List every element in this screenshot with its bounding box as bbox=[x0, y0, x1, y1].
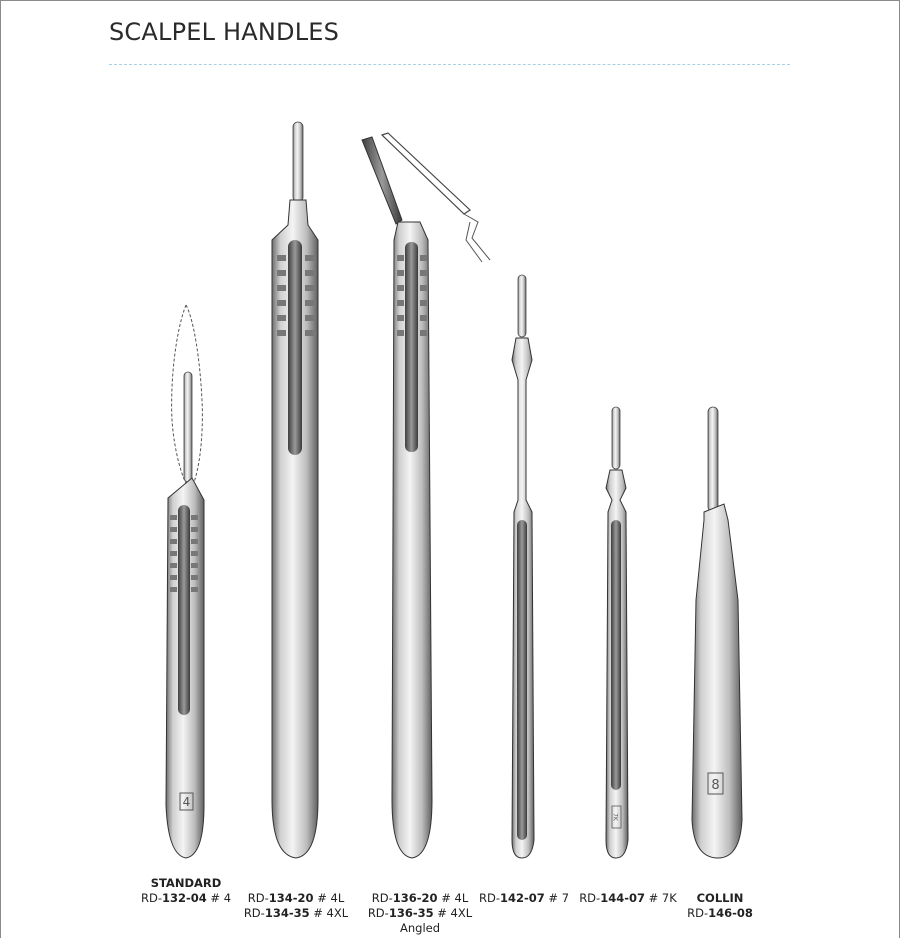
handle-no7 bbox=[512, 275, 534, 858]
caption-angled: RD-136-20 # 4L RD-136-35 # 4XL Angled bbox=[367, 891, 473, 935]
caption-collin: COLLIN RD-146-08 bbox=[687, 891, 753, 920]
engraving-7k: 7K bbox=[611, 813, 619, 821]
caption-standard: STANDARD RD-132-04 # 4 bbox=[140, 876, 232, 905]
caption-no7k: RD-144-07 # 7K bbox=[579, 891, 677, 905]
engraving-4: 4 bbox=[182, 795, 191, 809]
handle-long bbox=[272, 122, 318, 858]
handle-no7k bbox=[606, 407, 628, 858]
handle-standard bbox=[166, 305, 204, 858]
page-title: SCALPEL HANDLES bbox=[109, 18, 340, 46]
caption-long: RD-134-20 # 4L RD-134-35 # 4XL bbox=[243, 891, 349, 920]
engraving-8: 8 bbox=[711, 778, 720, 793]
handle-angled bbox=[362, 133, 490, 858]
caption-no7: RD-142-07 # 7 bbox=[478, 891, 570, 905]
